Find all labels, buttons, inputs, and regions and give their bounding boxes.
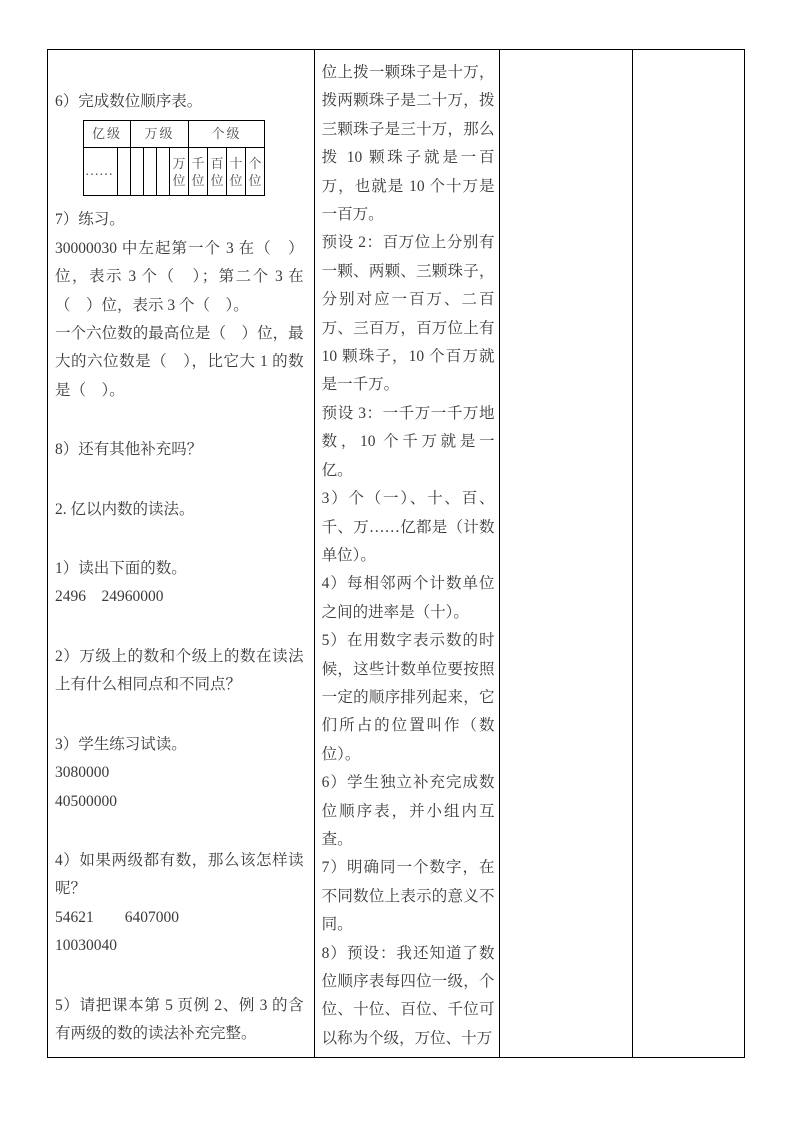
digit-cell-qianwei: 千位 [189,148,208,196]
paragraph: 2. 亿以内数的读法。 [55,500,195,518]
level-header-ge: 个级 [189,121,265,148]
paragraph: 2）万级上的数和个级上的数在读法上有什么相同点和不同点？ [55,647,304,694]
digit-cell-wanwei: 万位 [170,148,189,196]
place-value-table [83,120,265,196]
place-value-digit-row [84,148,265,196]
paragraph [55,961,304,992]
empty-column-cell-1 [499,50,632,1058]
paragraph: 6）学生独立补充完成数位顺序表，并小组内互查。 [321,774,495,848]
paragraph [55,465,304,496]
paragraph: 预设 3：一千万一千万地数，10 个千万就是一亿。 [321,404,495,479]
paragraph [55,700,304,731]
paragraph: 4）如果两级都有数，那么该怎样读呢？ [55,851,304,898]
paragraph: 30000030 中左起第一个 3 在（ ）位，表示 3 个（ ）；第二个 3 在（ ）位，表示 3 个（ ）。 [55,239,304,314]
digit-cell-empty [144,148,157,196]
paragraph [55,524,304,555]
paragraph: 一个六位数的最高位是（ ）位，最大的六位数是（ ），比它大 1 的数是（ ）。 [55,325,304,399]
place-value-header-row [84,121,265,148]
paragraph [55,612,304,643]
paragraph: 8）预设：我还知道了数位顺序表每四位一级，个位、十位、百位、千位可以称为个级，万位、十万 [321,944,495,1047]
table-row [48,50,745,1058]
digit-cell-shiwei: 十位 [227,148,246,196]
level-header-yi: 亿级 [84,121,131,148]
student-activity-content [315,50,499,1053]
student-activity-cell [314,50,499,1058]
paragraph: 位上拨一颗珠子是十万，拨两颗珠子是二十万，拨三颗珠子是三十万，那么拨 10 颗珠子就是一百万，也就是 10 个十万是一百万。 [321,64,495,224]
paragraph: 4）每相邻两个计数单位之间的进率是（十）。 [321,575,495,621]
paragraph: 3）学生练习试读。 [55,735,187,753]
level-header-wan: 万级 [131,121,189,148]
paragraph: 7）练习。 [55,211,125,229]
teaching-process-content [48,50,314,1048]
paragraph: 3）个（一）、十、百、千、万……亿都是（计数单位）。 [321,490,495,564]
left-paragraph-list [55,206,304,1048]
digit-cell-gewei: 个位 [246,148,265,196]
lesson-plan-table [47,49,745,1058]
paragraph: 2496 24960000 [55,588,164,606]
paragraph: 8）还有其他补充吗？ [55,441,203,459]
blank-line [55,57,304,88]
section-heading: 6）完成数位顺序表。 [55,93,203,110]
paragraph: 3080000 [55,764,110,782]
paragraph: 5）在用数字表示数的时候，这些计数单位要按照一定的顺序排列起来，它们所占的位置叫作（数位）。 [321,632,495,763]
digit-cell-ellipsis: …… [84,148,118,196]
paragraph: 7）明确同一个数字，在不同数位上表示的意义不同。 [321,859,495,934]
middle-paragraph-list [322,59,495,1053]
paragraph: 1）读出下面的数。 [55,560,187,578]
paragraph [55,816,304,847]
paragraph: 10030040 [55,937,117,955]
empty-column-cell-2 [632,50,744,1058]
teaching-process-cell [48,50,315,1058]
paragraph [55,405,304,436]
digit-cell-baiwei: 百位 [208,148,227,196]
paragraph: 5）请把课本第 5 页例 2、例 3 的含有两级的数的读法补充完整。 [55,996,304,1042]
digit-cell-empty [118,148,131,196]
digit-cell-empty [157,148,170,196]
digit-cell-empty [131,148,144,196]
paragraph: 54621 6407000 [55,908,180,926]
paragraph: 40500000 [55,792,117,810]
paragraph: 预设 2：百万位上分别有一颗、两颗、三颗珠子，分别对应一百万、二百万、三百万，百万位上有 10 颗珠子，10 个百万就是一千万。 [321,234,495,394]
